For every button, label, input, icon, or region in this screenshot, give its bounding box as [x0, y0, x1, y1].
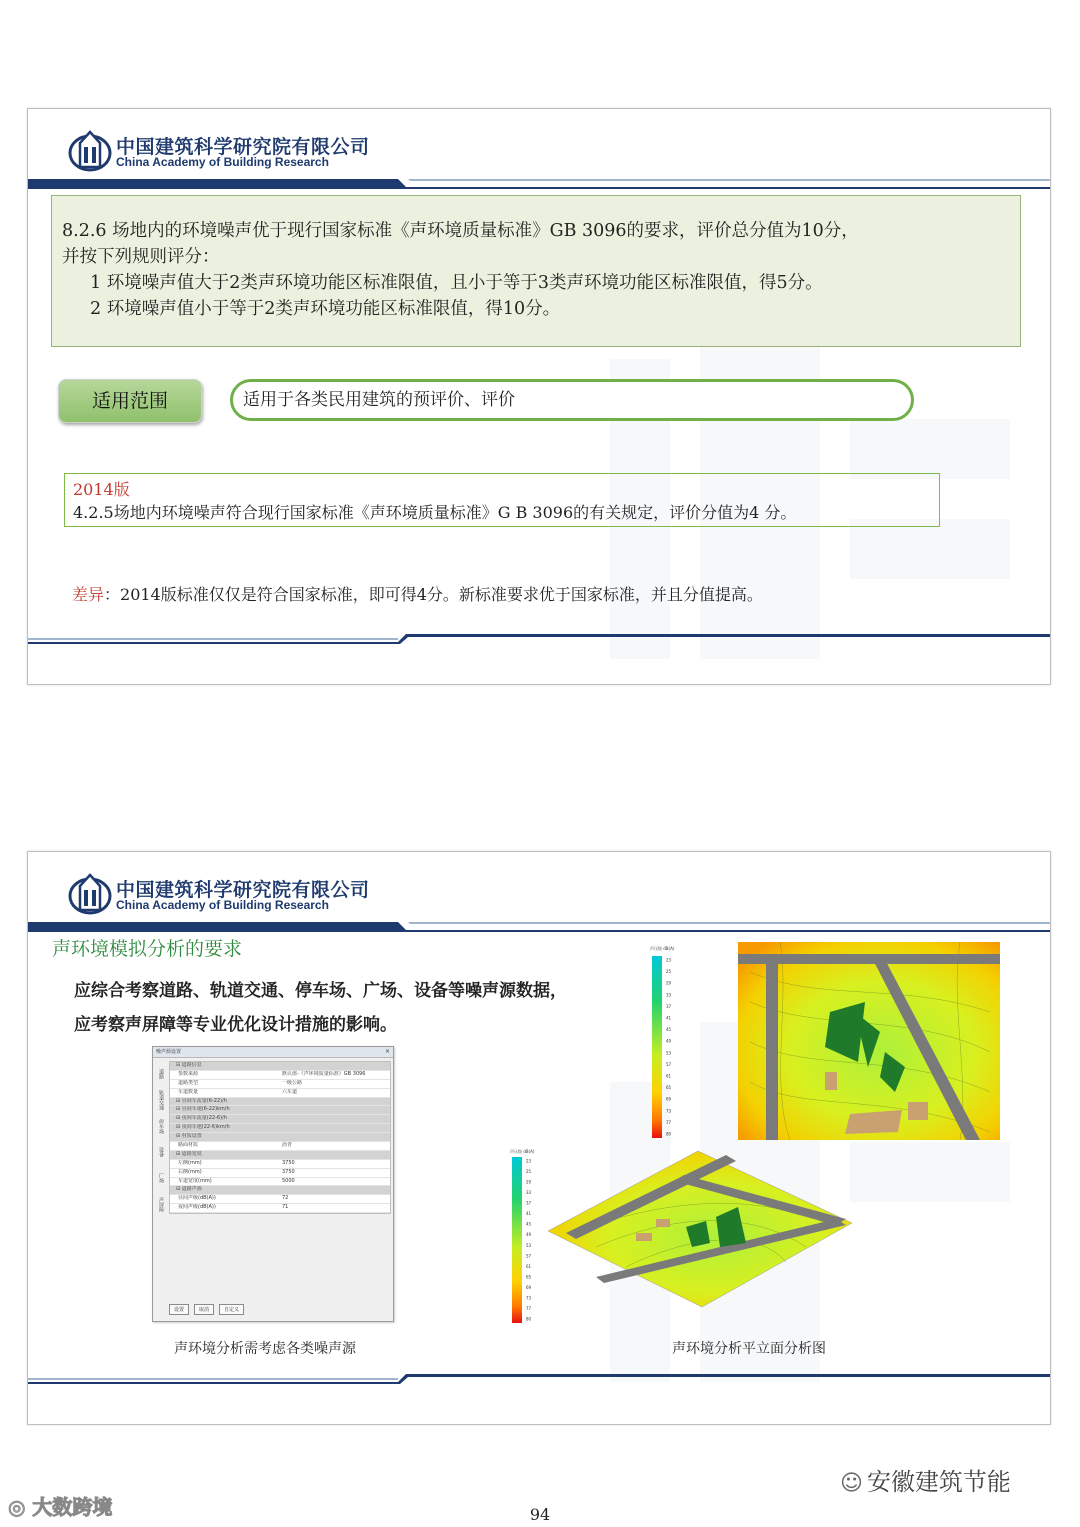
property-value[interactable]: 71	[282, 1204, 289, 1211]
difference-note	[72, 582, 763, 605]
clause-item-2: 2 环境噪声值小于等于2类声环境功能区标准限值，得10分。	[90, 299, 561, 319]
property-row[interactable]	[170, 1204, 390, 1213]
section-title: 声环境模拟分析的要求	[52, 938, 243, 960]
legend-tick-label: 37	[526, 1200, 532, 1206]
company-name-cn: 中国建筑科学研究院有限公司	[116, 879, 370, 901]
legend-tick-label: 49	[526, 1232, 532, 1238]
page-number: 94	[529, 1505, 551, 1524]
header-divider	[28, 177, 1050, 189]
legend-tick-label: 69	[526, 1284, 532, 1290]
legend-tick-label: 77	[526, 1305, 532, 1311]
dialog-side-tab[interactable]: 道路	[158, 1069, 164, 1079]
legend-title: 声压级 dB(A)	[650, 946, 675, 951]
wechat-account-name: 安徽建筑节能	[866, 1468, 1011, 1496]
property-category[interactable]: ⊟ 材质设置	[170, 1133, 390, 1142]
legend-tick-label: 65	[526, 1274, 532, 1280]
dialog-buttons	[169, 1304, 249, 1315]
legend-title-3d: 声压级 dB(A)	[510, 1149, 535, 1154]
property-row[interactable]	[170, 1178, 390, 1187]
road-vertical	[766, 954, 778, 1140]
property-category[interactable]: ⊟ 道路声源	[170, 1186, 390, 1195]
old-version-text: 4.2.5场地内环境噪声符合现行国家标准《声环境质量标准》G B 3096的有关规定，评价分值为4 分。	[73, 503, 797, 522]
weibo-icon: ◎	[8, 1495, 26, 1519]
footer-divider	[28, 632, 1050, 644]
property-grid	[169, 1061, 391, 1214]
legend-color-bar-3d	[512, 1157, 522, 1323]
clause-line-1: 8.2.6 场地内的环境噪声优于现行国家标准《声环境质量标准》GB 3096的要求，评价总分值为10分，	[62, 221, 859, 241]
building-logo-icon	[68, 129, 112, 173]
caption-left: 声环境分析需考虑各类噪声源	[174, 1341, 356, 1357]
legend-tick-label: 73	[666, 1108, 672, 1114]
legend-tick-label: 25	[666, 969, 672, 975]
property-value[interactable]: 沥青	[282, 1142, 293, 1149]
wechat-watermark	[840, 1462, 1011, 1497]
clause-item-1: 1 环境噪声值大于2类声环境功能区标准限值，且小于等于3类声环境功能区标准限值，得5分。	[90, 273, 823, 293]
property-category[interactable]: ⊟ 夜间车流量(22-6)/h	[170, 1115, 390, 1124]
wechat-icon: ☺	[840, 1471, 863, 1496]
corner-watermark-text: 大数跨境	[32, 1495, 113, 1519]
property-key: 路面材质	[178, 1142, 199, 1149]
property-key: 夜间声级(dB(A))	[178, 1204, 216, 1211]
header-divider	[28, 920, 1050, 932]
legend-tick-label: 45	[666, 1027, 672, 1033]
standard-clause-box	[51, 195, 1021, 347]
legend-tick-label: 29	[666, 980, 672, 986]
old-version-title: 2014版	[73, 480, 130, 499]
legend-ticks	[666, 958, 672, 1137]
noise-source-dialog	[152, 1046, 394, 1322]
dialog-side-tab[interactable]: 声屏障	[158, 1196, 164, 1212]
property-key: 车道数量	[178, 1088, 199, 1095]
caption-right: 声环境分析平立面分析图	[672, 1341, 826, 1357]
property-category[interactable]: ⊟ 道路信息	[170, 1062, 390, 1071]
property-category[interactable]: ⊟ 昼间车速(6-22)km/h	[170, 1106, 390, 1115]
property-value[interactable]: 5000	[282, 1177, 295, 1184]
old-version-box	[64, 473, 940, 527]
building-logo-icon	[68, 872, 112, 916]
dialog-button[interactable]: 设置	[169, 1304, 189, 1315]
company-name-en: China Academy of Building Research	[116, 898, 329, 912]
requirement-line-1: 应综合考察道路、轨道交通、停车场、广场、设备等噪声源数据，	[74, 981, 567, 1001]
footer-divider	[28, 1372, 1050, 1384]
property-row[interactable]	[170, 1169, 390, 1178]
dialog-side-tab[interactable]: 停车场	[158, 1118, 164, 1134]
property-category[interactable]: ⊟ 昼间车流量(6-22)/h	[170, 1098, 390, 1107]
slide-1	[27, 108, 1051, 685]
dialog-side-tabs	[155, 1061, 166, 1281]
dialog-title: 噪声源设置	[153, 1047, 393, 1058]
dialog-side-tab[interactable]: 设备	[158, 1147, 164, 1157]
scope-description: 适用于各类民用建筑的预评价、评价	[230, 379, 914, 421]
dialog-side-tab[interactable]: 轨道交通	[158, 1090, 164, 1110]
property-row[interactable]	[170, 1195, 390, 1204]
legend-tick-label: 57	[666, 1061, 672, 1067]
property-row[interactable]	[170, 1071, 390, 1080]
noise-3d-map	[506, 1147, 856, 1327]
legend-color-bar	[652, 956, 662, 1138]
legend-tick-label: 41	[526, 1211, 532, 1217]
legend-tick-label: 33	[666, 992, 672, 998]
property-row[interactable]	[170, 1160, 390, 1169]
difference-label: 差异	[72, 585, 105, 604]
legend-tick-label: 57	[526, 1253, 532, 1259]
dialog-side-tab[interactable]: 广场	[158, 1173, 164, 1183]
property-key: 左侧(mm)	[178, 1159, 202, 1166]
legend-tick-label: 80	[666, 1131, 672, 1137]
property-value[interactable]: 默认值-《声环境质量标准》GB 3096	[282, 1070, 366, 1077]
property-row[interactable]	[170, 1080, 390, 1089]
property-key: 昼间声级(dB(A))	[178, 1195, 216, 1202]
requirement-line-2: 应考察声屏障等专业优化设计措施的影响。	[74, 1015, 397, 1035]
property-value[interactable]: 3750	[282, 1168, 295, 1175]
legend-tick-label: 53	[666, 1050, 672, 1056]
company-name-en: China Academy of Building Research	[116, 155, 329, 169]
slide-2	[27, 851, 1051, 1425]
noise-plan-map	[640, 942, 1002, 1142]
legend-tick-label: 53	[526, 1242, 532, 1248]
clause-line-2: 并按下列规则评分：	[62, 247, 220, 267]
legend-tick-label: 33	[526, 1190, 532, 1196]
legend-tick-label: 37	[666, 1003, 672, 1009]
legend-tick-label: 65	[666, 1085, 672, 1091]
property-row[interactable]	[170, 1142, 390, 1151]
property-key: 车道宽度(mm)	[178, 1177, 212, 1184]
legend-tick-label: 25	[526, 1169, 532, 1175]
scope-label-tag: 适用范围	[58, 379, 202, 423]
legend-tick-label: 23	[666, 957, 672, 963]
property-key: 参数来源	[178, 1070, 199, 1077]
close-icon[interactable]: ×	[384, 1048, 390, 1055]
requirement-text	[74, 974, 567, 1042]
property-key: 道路类型	[178, 1079, 199, 1086]
property-category[interactable]: ⊟ 夜间车速(22-6)km/h	[170, 1124, 390, 1133]
legend-tick-label: 61	[526, 1263, 532, 1269]
dialog-button[interactable]: 取消	[194, 1304, 214, 1315]
legend-tick-label: 69	[666, 1096, 672, 1102]
property-value[interactable]: 72	[282, 1195, 289, 1202]
property-value[interactable]: 一级公路	[282, 1079, 303, 1086]
property-key: 右侧(mm)	[178, 1168, 202, 1175]
legend-tick-label: 29	[526, 1179, 532, 1185]
company-name-cn: 中国建筑科学研究院有限公司	[116, 136, 370, 158]
difference-text: ：2014版标准仅仅是符合国家标准，即可得4分。新标准要求优于国家标准，并且分值提高。	[104, 585, 763, 604]
property-category[interactable]: ⊟ 道路宽度	[170, 1151, 390, 1160]
legend-tick-label: 49	[666, 1038, 672, 1044]
property-value[interactable]: 六车道	[282, 1088, 298, 1095]
property-row[interactable]	[170, 1089, 390, 1098]
legend-tick-label: 73	[526, 1295, 532, 1301]
legend-tick-label: 23	[526, 1158, 532, 1164]
legend-tick-label: 77	[666, 1119, 672, 1125]
legend-tick-label: 61	[666, 1073, 672, 1079]
property-value[interactable]: 3750	[282, 1159, 295, 1166]
dialog-button[interactable]: 自定义	[219, 1304, 244, 1315]
legend-tick-label: 80	[526, 1316, 532, 1322]
legend-ticks-3d	[526, 1159, 532, 1322]
legend-tick-label: 41	[666, 1015, 672, 1021]
legend-tick-label: 45	[526, 1221, 532, 1227]
